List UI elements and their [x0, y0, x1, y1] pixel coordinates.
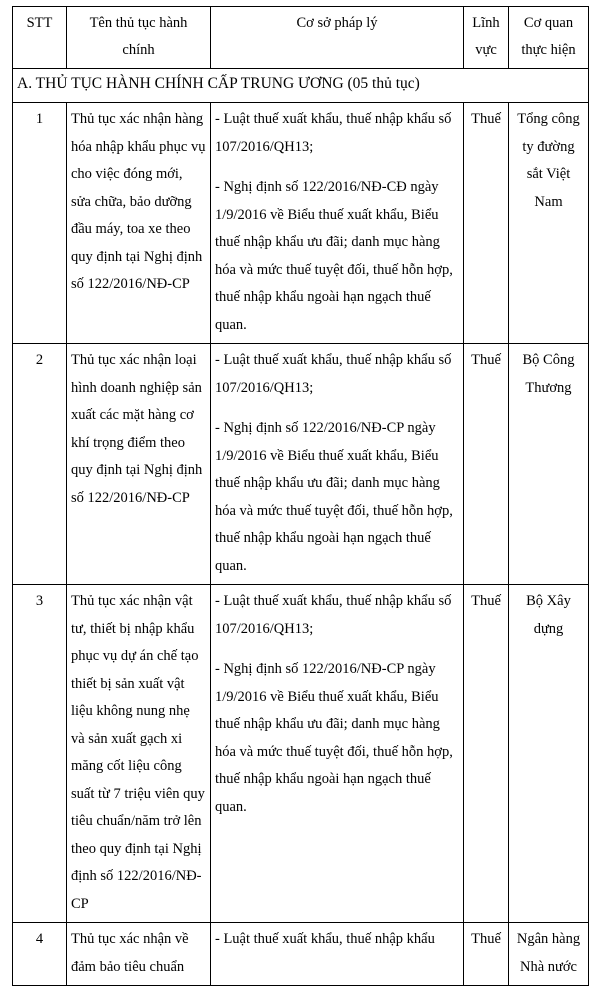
row-index: 4	[13, 923, 67, 986]
section-header-text: A. THỦ TỤC HÀNH CHÍNH CẤP TRUNG ƯƠNG (05 thủ tục)	[13, 69, 589, 103]
field-value: Thuế	[464, 585, 509, 923]
administrative-procedures-table	[12, 6, 589, 986]
table-row	[13, 344, 589, 585]
section-header-row	[13, 69, 589, 103]
procedure-name: Thủ tục xác nhận hàng hóa nhập khẩu phục vụ cho việc đóng mới, sửa chữa, bảo dưỡng đầu máy, toa xe theo quy định tại Nghị định số 122/2016/NĐ-CP	[67, 103, 211, 344]
implementing-agency: Bộ Xây dựng	[509, 585, 589, 923]
legal-basis-item: - Nghị định số 122/2016/NĐ-CP ngày 1/9/2016 về Biểu thuế xuất khẩu, Biểu thuế nhập khẩu ưu đãi; danh mục hàng hóa và mức thuế tuyệt đối, thuế hỗn hợp, thuế nhập khẩu ngoài hạn ngạch thuế quan.	[215, 420, 453, 574]
implementing-agency: Ngân hàng Nhà nước	[509, 923, 589, 986]
column-header-field	[464, 7, 509, 69]
table-row	[13, 923, 589, 986]
column-header-agency	[509, 7, 589, 69]
legal-basis	[211, 923, 464, 986]
legal-basis-item: - Luật thuế xuất khẩu, thuế nhập khẩu số 107/2016/QH13;	[215, 593, 452, 637]
field-value: Thuế	[464, 344, 509, 585]
legal-basis-item: - Luật thuế xuất khẩu, thuế nhập khẩu	[215, 931, 435, 947]
column-header-legal-basis-text: Cơ sở pháp lý	[296, 15, 378, 31]
column-header-stt-text: STT	[26, 15, 53, 31]
column-header-procedure-name-line1: Tên thủ tục hành	[89, 15, 188, 31]
column-header-stt	[13, 7, 67, 69]
implementing-agency: Tổng công ty đường sắt Việt Nam	[509, 103, 589, 344]
column-header-procedure-name-line2: chính	[122, 42, 155, 58]
header-row	[13, 7, 589, 69]
table-row	[13, 103, 589, 344]
table-header	[13, 7, 589, 69]
table-row	[13, 585, 589, 923]
legal-basis-item: - Nghị định số 122/2016/NĐ-CĐ ngày 1/9/2016 về Biểu thuế xuất khẩu, Biểu thuế nhập khẩu ưu đãi; danh mục hàng hóa và mức thuế tuyệt đối, thuế hỗn hợp, thuế nhập khẩu ngoài hạn ngạch thuế quan.	[215, 179, 453, 333]
procedure-name: Thủ tục xác nhận loại hình doanh nghiệp sản xuất các mặt hàng cơ khí trọng điểm theo quy định tại Nghị định số 122/2016/NĐ-CP	[67, 344, 211, 585]
column-header-agency-line2: thực hiện	[521, 42, 576, 58]
implementing-agency: Bộ Công Thương	[509, 344, 589, 585]
procedure-name: Thủ tục xác nhận về đảm bảo tiêu chuẩn	[67, 923, 211, 986]
row-index: 3	[13, 585, 67, 923]
table-body	[13, 69, 589, 986]
legal-basis-item: - Luật thuế xuất khẩu, thuế nhập khẩu số 107/2016/QH13;	[215, 111, 452, 155]
row-index: 1	[13, 103, 67, 344]
legal-basis	[211, 344, 464, 585]
legal-basis-item: - Luật thuế xuất khẩu, thuế nhập khẩu số 107/2016/QH13;	[215, 352, 452, 396]
column-header-agency-line1: Cơ quan	[523, 15, 574, 31]
column-header-field-line1: Lĩnh	[472, 15, 500, 31]
column-header-procedure-name	[67, 7, 211, 69]
field-value: Thuế	[464, 103, 509, 344]
procedure-name: Thủ tục xác nhận vật tư, thiết bị nhập khẩu phục vụ dự án chế tạo thiết bị sản xuất vật liệu không nung nhẹ và sản xuất gạch xi măng cốt liệu công suất từ 7 triệu viên quy tiêu chuẩn/năm trở lên theo quy định tại Nghị định số 122/2016/NĐ-CP	[67, 585, 211, 923]
legal-basis	[211, 103, 464, 344]
legal-basis	[211, 585, 464, 923]
legal-basis-item: - Nghị định số 122/2016/NĐ-CP ngày 1/9/2016 về Biểu thuế xuất khẩu, Biểu thuế nhập khẩu ưu đãi; danh mục hàng hóa và mức thuế tuyệt đối, thuế hỗn hợp, thuế nhập khẩu ngoài hạn ngạch thuế quan.	[215, 661, 453, 815]
row-index: 2	[13, 344, 67, 585]
column-header-field-line2: vực	[475, 42, 497, 58]
column-header-legal-basis	[211, 7, 464, 69]
field-value: Thuế	[464, 923, 509, 986]
